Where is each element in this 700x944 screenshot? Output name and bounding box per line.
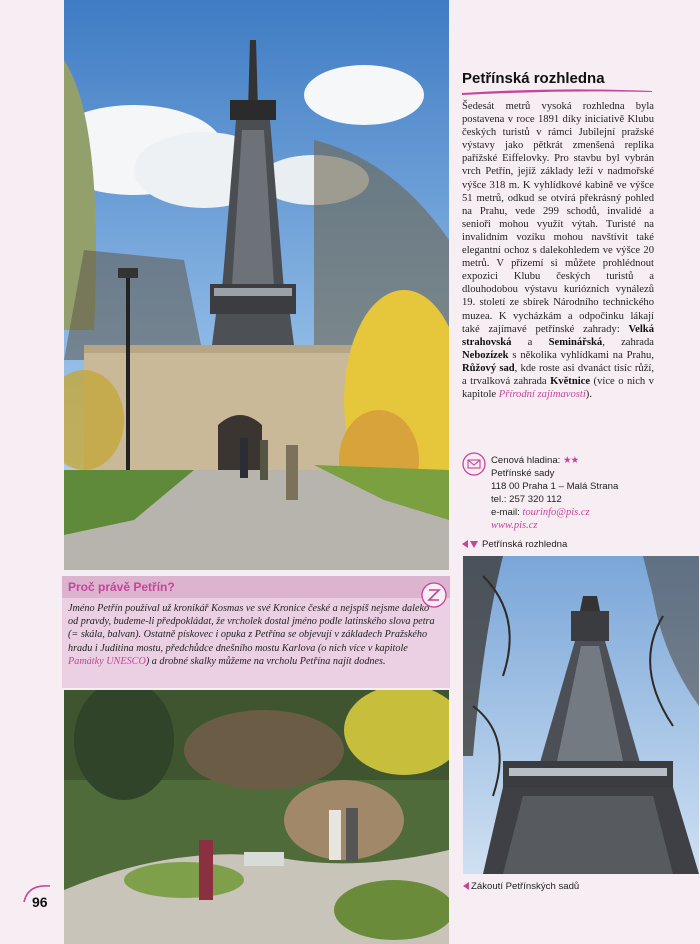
why-box-text: Jméno Petřín používal už kronikář Kosmas ve své Kronice české a nejspíš nejsme daleko od pravdy, budeme-li předpokládat, že vrcholek dostal jméno podle latinského slova petra (= skála, balvan). Ostatně pískovec i opuka z Petřína se objevují v základech Pražského hradu i Juditina mostu, předchůdce dnešního mostu Karlova (o nich více v kapitole Památky UNESCO) a drobné skalky můžeme na vrcholu Petřína najít dodnes. <box>68 603 435 667</box>
envelope-icon <box>462 452 486 476</box>
chapter-link-unesco[interactable]: Památky UNESCO <box>68 655 146 667</box>
photo-tower-from-below <box>463 556 699 874</box>
article-petrin-tower <box>462 70 654 401</box>
arrow-left-icon <box>462 540 468 548</box>
why-box-header <box>62 576 450 598</box>
contact-name: Petřínské sady <box>491 468 555 479</box>
why-petrin-box <box>62 576 450 688</box>
garden-kvetnice: Květnice <box>550 375 591 387</box>
contact-address: 118 00 Praha 1 – Malá Strana <box>491 481 619 492</box>
price-level: Cenová hladina: ★★ <box>491 455 579 466</box>
page-number: 96 <box>20 880 56 916</box>
title-underline <box>462 88 652 96</box>
garden-ruzovy-sad: Růžový sad <box>462 362 515 374</box>
price-stars: ★★ <box>563 455 579 466</box>
article-body: Šedesát metrů vysoká rozhledna byla postavena v roce 1891 díky iniciativě Klubu českých turistů v rámci Jubilejní pražské výstavy jako pětkrát zmenšená replika pařížské Eiffelovky. Pro stavbu byl vybrán vrch Petřín, jejíž základy leží v nadmořské výšce 318 m. K vyhlídkové kabině ve výšce 51 metrů, odkud se otvírá překrásný pohled na Prahu, vede 299 schodů, invalidé a senioři mohou využít výtah. Turisté na invalidním vozíku mohou navštívit také elegantní ochoz s dalekohledem ve výšce 20 metrů. V přízemí si můžete prohlédnout expozici Klubu českých turistů a dlouhodobou výstavu kuriózních vynálezů 19. století ze sbírek Národního technického muzea. K vycházkám a odpočinku lákají také zajímavé petřínské zahrady: Velká strahovská a Seminářská, zahrada Nebozízek s několika vyhlídkami na Prahu, Růžový sad, kde roste asi dvanáct tisíc růží, a trvalková zahrada Květnice (více o nich v kapitole Přírodní zajímavosti). <box>462 101 654 401</box>
web-link[interactable]: www.pis.cz <box>491 520 538 531</box>
article-title: Petřínská rozhledna <box>462 70 605 87</box>
photo-petrin-tower-gate <box>64 0 449 570</box>
email-link[interactable]: tourinfo@pis.cz <box>522 507 590 518</box>
photo-petrin-gardens <box>64 690 449 944</box>
chapter-link-prirodni-zajimavosti[interactable]: Přírodní zajímavosti <box>498 389 586 401</box>
contact-email-row: e-mail: tourinfo@pis.cz <box>491 507 590 518</box>
garden-velka-strahovska: Velká strahovská <box>462 323 654 348</box>
why-box-title: Proč právě Petřín? <box>68 580 175 594</box>
caption-main-photo: Petřínská rozhledna <box>462 539 567 550</box>
caption-tower-photo: Zákoutí Petřínských sadů <box>463 881 579 892</box>
arrow-left-icon <box>463 882 469 890</box>
garden-nebozizek: Nebozízek <box>462 349 509 361</box>
arrow-down-icon <box>470 541 478 548</box>
garden-seminarska: Seminářská <box>548 336 603 348</box>
contact-phone: tel.: 257 320 112 <box>491 494 562 505</box>
